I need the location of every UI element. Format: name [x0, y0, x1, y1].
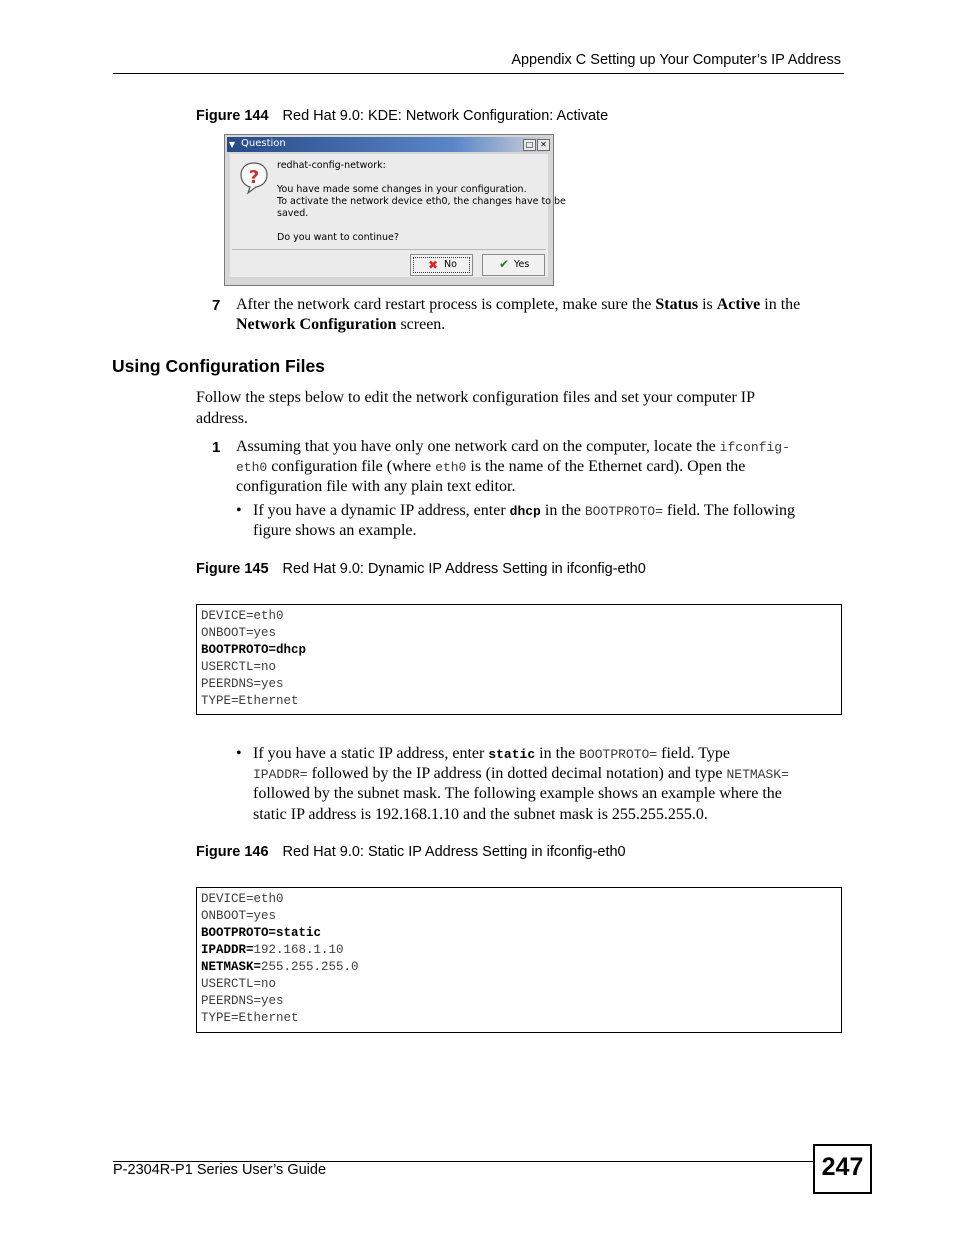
close-icon[interactable]: ✕ [537, 139, 550, 151]
code-value: 255.255.255.0 [261, 960, 359, 974]
text: Assuming that you have only one network card on the computer, locate the [236, 438, 720, 455]
code-key: IPADDR= [201, 943, 254, 957]
check-icon: ✔ [499, 257, 510, 271]
code-line: BOOTPROTO=static [201, 926, 322, 940]
dialog-titlebar [227, 137, 551, 152]
inline-code: ifconfig- [719, 440, 790, 455]
figure-title: Red Hat 9.0: Dynamic IP Address Setting in ifconfig-eth0 [282, 561, 646, 577]
inline-code: NETMASK= [726, 767, 789, 782]
figure-label: Figure 144 [196, 108, 269, 124]
code-line [201, 960, 359, 974]
code-line: ONBOOT=yes [201, 909, 277, 923]
code-line: ONBOOT=yes [201, 626, 277, 640]
text: field. The following [662, 502, 796, 519]
step-7-line-1 [236, 295, 800, 316]
page-number: 247 [821, 1153, 864, 1181]
figure-label: Figure 145 [196, 561, 269, 577]
figure-title: Red Hat 9.0: KDE: Network Configuration: Activate [282, 108, 609, 124]
code-key: NETMASK= [201, 960, 262, 974]
code-line: TYPE=Ethernet [201, 694, 299, 708]
running-header: Appendix C Setting up Your Computer’s IP Address [511, 52, 841, 68]
dialog-message-line: You have made some changes in your configuration. [277, 184, 527, 195]
yes-button[interactable] [482, 254, 545, 276]
dialog-body [230, 154, 566, 277]
text: field. Type [657, 745, 730, 762]
question-icon [239, 161, 269, 195]
status-term: Status [655, 296, 699, 313]
figure-146-caption [196, 844, 626, 860]
dialog-question: Do you want to continue? [277, 232, 399, 243]
figure-label: Figure 146 [196, 844, 269, 860]
code-line [201, 943, 344, 957]
inline-code: eth0 [435, 460, 467, 475]
code-listing-dynamic [196, 604, 842, 715]
text: followed by the IP address (in dotted decimal notation) and type [307, 765, 727, 782]
intro-line-2: address. [196, 410, 248, 427]
question-dialog [224, 134, 566, 286]
code-listing-static [196, 887, 842, 1033]
code-line: USERCTL=no [201, 977, 277, 991]
bullet-static-line-2 [253, 764, 789, 786]
footer-guide-title: P-2304R-P1 Series User’s Guide [113, 1162, 327, 1178]
section-heading: Using Configuration Files [112, 356, 325, 376]
text: is [698, 296, 717, 313]
bullet-dynamic-line-1 [253, 501, 795, 523]
step-number: 1 [212, 439, 221, 456]
code-line: DEVICE=eth0 [201, 609, 284, 623]
figure-145-caption [196, 561, 646, 577]
window-menu-icon[interactable]: ▼ [229, 140, 236, 149]
svg-text:?: ? [248, 167, 260, 188]
inline-code: IPADDR= [253, 767, 308, 782]
active-term: Active [716, 296, 761, 313]
code-line: TYPE=Ethernet [201, 1011, 299, 1025]
dialog-title: Question [241, 138, 286, 149]
step-1-line-3: configuration file with any plain text editor. [236, 478, 516, 495]
text: If you have a dynamic IP address, enter [253, 502, 510, 519]
text: is the name of the Ethernet card). Open the [466, 458, 746, 475]
figure-144-caption [196, 108, 608, 124]
code-line: PEERDNS=yes [201, 994, 284, 1008]
dialog-message-line: To activate the network device eth0, the changes have to be [277, 196, 566, 207]
inline-code: BOOTPROTO= [579, 747, 658, 762]
inline-code: eth0 [236, 460, 268, 475]
intro-line-1: Follow the steps below to edit the network configuration files and set your computer IP [196, 389, 755, 406]
text: If you have a static IP address, enter [253, 745, 489, 762]
text: After the network card restart process is complete, make sure the [236, 296, 656, 313]
code-value: 192.168.1.10 [253, 943, 344, 957]
dialog-message-line: saved. [277, 208, 309, 219]
yes-button-label: Yes [514, 259, 530, 270]
code-line: USERCTL=no [201, 660, 277, 674]
bullet: • [236, 745, 242, 762]
inline-code: static [488, 747, 536, 762]
code-line: PEERDNS=yes [201, 677, 284, 691]
bullet-static-line-4: static IP address is 192.168.1.10 and the subnet mask is 255.255.255.0. [253, 806, 708, 823]
page-number-box [813, 1144, 872, 1194]
text: in the [535, 745, 580, 762]
step-number: 7 [212, 297, 221, 314]
text: screen. [396, 316, 446, 333]
code-line: DEVICE=eth0 [201, 892, 284, 906]
code-line: BOOTPROTO=dhcp [201, 643, 307, 657]
no-button-label: No [444, 259, 457, 270]
figure-title: Red Hat 9.0: Static IP Address Setting in ifconfig-eth0 [282, 844, 626, 860]
text: in the [760, 296, 801, 313]
dialog-app-name: redhat-config-network: [277, 160, 386, 171]
dialog-separator [232, 249, 546, 250]
inline-code: dhcp [509, 504, 541, 519]
bullet: • [236, 502, 242, 519]
step-1-line-2 [236, 457, 745, 479]
header-rule [113, 73, 844, 74]
inline-code: BOOTPROTO= [584, 504, 663, 519]
no-button[interactable] [410, 254, 473, 276]
bullet-dynamic-line-2: figure shows an example. [253, 522, 417, 539]
bullet-static-line-3: followed by the subnet mask. The following example shows an example where the [253, 785, 782, 802]
text: configuration file (where [267, 458, 436, 475]
step-1-line-1 [236, 437, 790, 459]
text: in the [540, 502, 585, 519]
step-7-line-2 [236, 315, 445, 336]
cancel-x-icon: ✖ [428, 258, 439, 272]
maximize-icon[interactable]: □ [523, 139, 536, 151]
bullet-static-line-1 [253, 744, 730, 766]
network-configuration-term: Network Configuration [236, 316, 397, 333]
